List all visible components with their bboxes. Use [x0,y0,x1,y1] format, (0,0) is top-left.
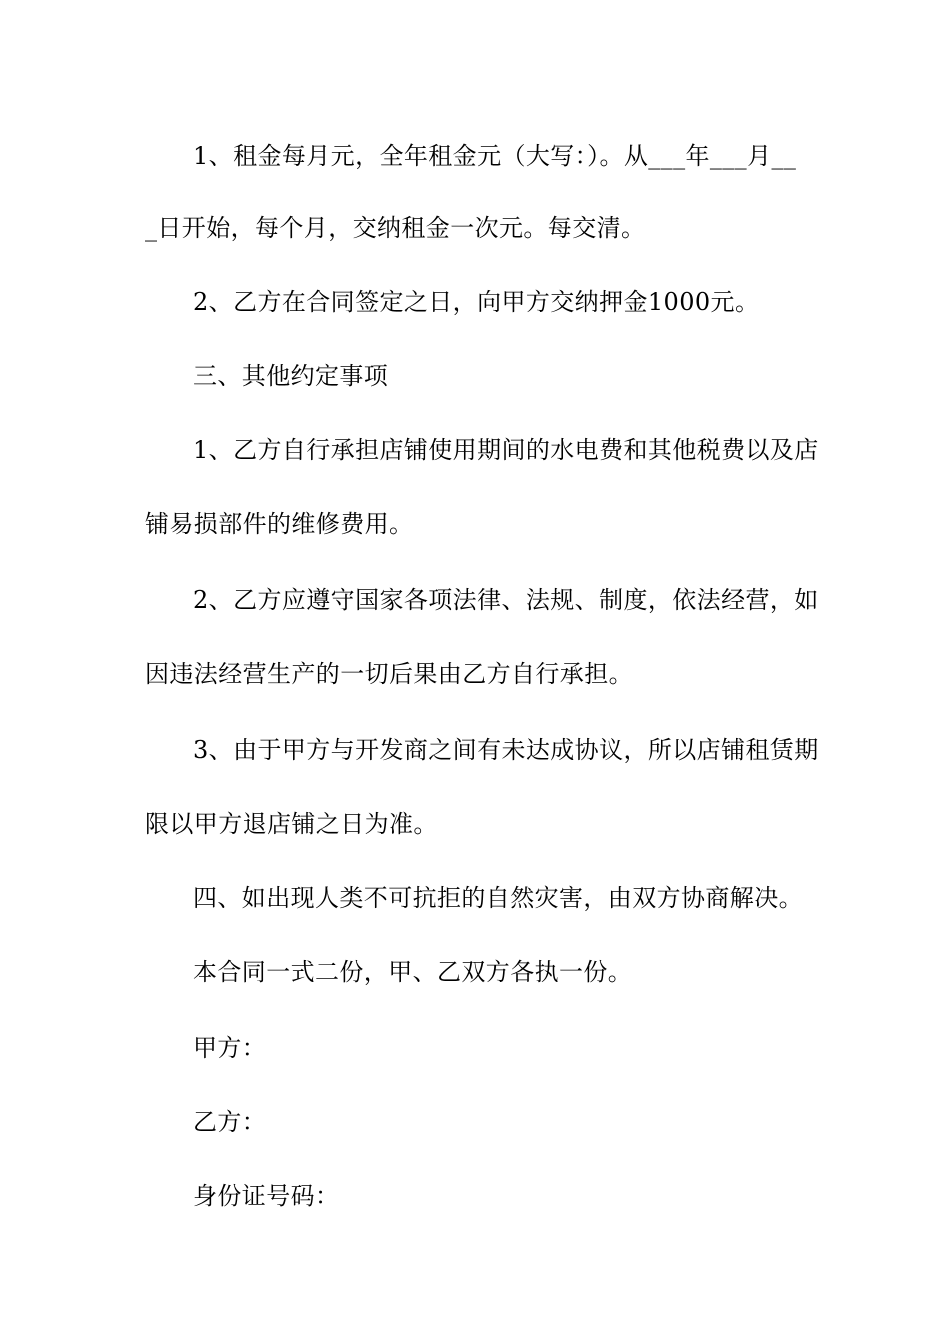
rent-clause-line-2: _日开始，每个月，交纳租金一次元。每交清。 [145,214,646,242]
utilities-clause-line-2: 铺易损部件的维修费用。 [145,510,414,538]
deposit-clause: 2、乙方在合同签定之日，向甲方交纳押金1000元。 [193,288,760,316]
party-a-signature: 甲方： [193,1034,267,1062]
law-clause-line-1: 2、乙方应遵守国家各项法律、法规、制度，依法经营，如 [193,586,819,614]
force-majeure-clause: 四、如出现人类不可抗拒的自然灾害，由双方协商解决。 [193,884,803,912]
law-clause-line-2: 因违法经营生产的一切后果由乙方自行承担。 [145,660,633,688]
lease-term-clause-line-2: 限以甲方退店铺之日为准。 [145,810,438,838]
utilities-clause-line-1: 1、乙方自行承担店铺使用期间的水电费和其他税费以及店 [193,436,819,464]
id-number-field: 身份证号码： [193,1182,340,1210]
rent-clause-line-1: 1、租金每月元，全年租金元（大写：）。从___年___月__ [193,142,797,170]
copies-clause: 本合同一式二份，甲、乙双方各执一份。 [193,958,633,986]
lease-term-clause-line-1: 3、由于甲方与开发商之间有未达成协议，所以店铺租赁期 [193,736,819,764]
section-heading-other-terms: 三、其他约定事项 [193,362,389,390]
party-b-signature: 乙方： [193,1108,267,1136]
